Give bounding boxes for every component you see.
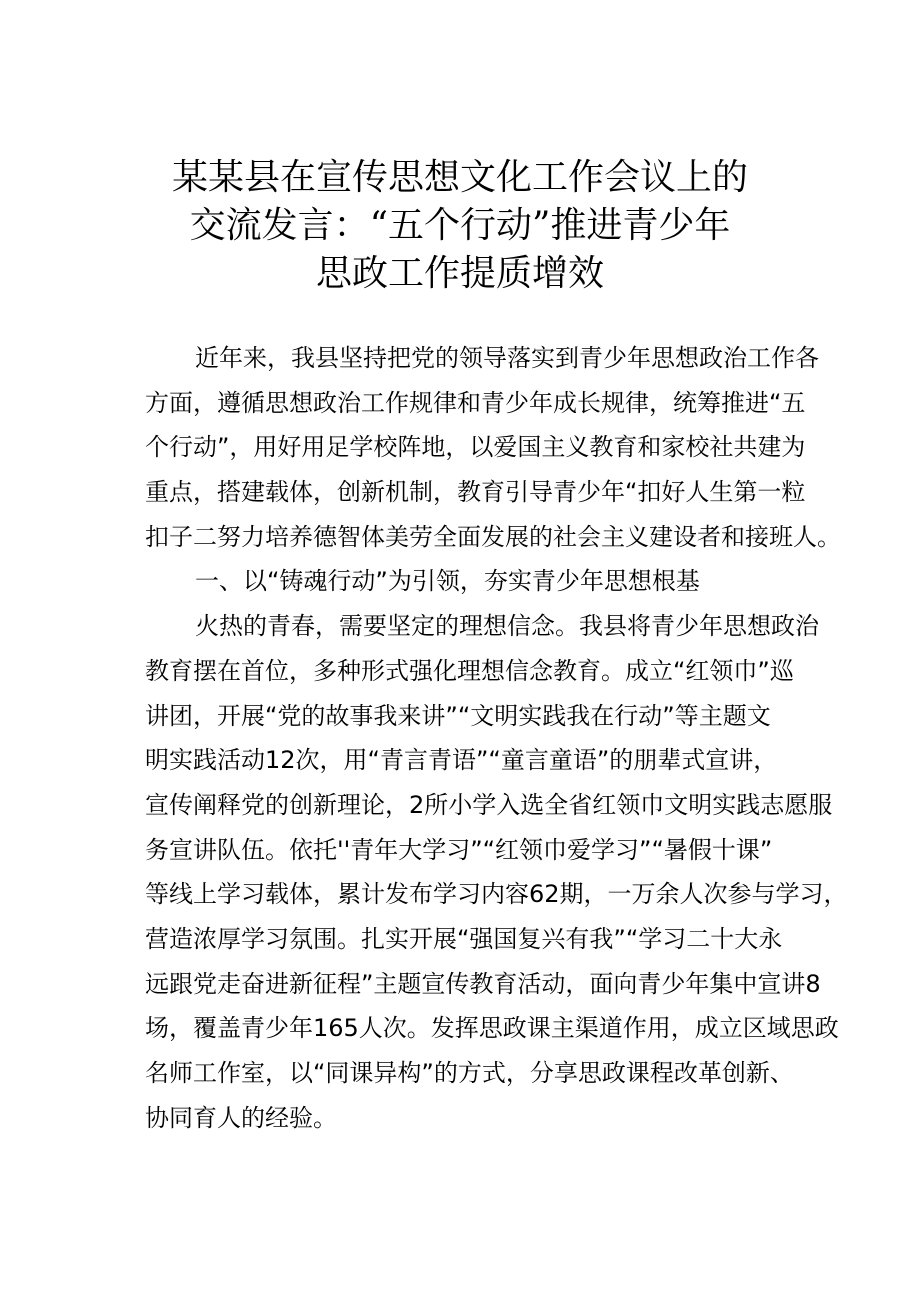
paragraph-intro-line: 重点，搭建载体，创新机制，教育引导青少年“扣好人生第一粒 (145, 478, 806, 507)
document-body (145, 336, 848, 1140)
title-line: 思政工作提质增效 (315, 253, 604, 294)
document-title (0, 154, 920, 298)
section-heading: 一、以“铸魂行动”为引领，夯实青少年思想根基 (195, 567, 700, 596)
paragraph-section-line: 务宣讲队伍。依托''青年大学习”“红领巾爱学习”“暑假十课” (145, 835, 773, 864)
paragraph-section-line: 协同育人的经验。 (145, 1103, 337, 1132)
paragraph-section-line: 教育摆在首位，多种形式强化理想信念教育。成立“红领巾”巡 (145, 656, 794, 685)
paragraph-section-line: 等线上学习载体，累计发布学习内容62期，一万余人次参与学习， (145, 880, 848, 909)
paragraph-intro-line: 方面，遵循思想政治工作规律和青少年成长规律，统筹推进“五 (145, 388, 806, 417)
paragraph-section-line: 讲团，开展“党的故事我来讲”“文明实践我在行动”等主题文 (145, 701, 771, 730)
paragraph-section-line: 营造浓厚学习氛围。扎实开展“强国复兴有我”“学习二十大永 (145, 924, 783, 953)
paragraph-section-line: 火热的青春，需要坚定的理想信念。我县将青少年思想政治 (195, 612, 819, 641)
paragraph-section-line: 远跟党走奋进新征程”主题宣传教育活动，面向青少年集中宣讲8 (145, 969, 821, 998)
paragraph-intro-line: 近年来，我县坚持把党的领导落实到青少年思想政治工作各 (195, 344, 819, 372)
paragraph-section-line: 场，覆盖青少年165人次。发挥思政课主渠道作用，成立区域思政 (145, 1014, 839, 1043)
title-line: 某某县在宣传思想文化工作会议上的 (171, 157, 748, 198)
paragraph-section-line: 名师工作室，以“同课异构”的方式，分享思政课程改革创新、 (145, 1059, 794, 1087)
paragraph-intro-line: 扣子二努力培养德智体美劳全面发展的社会主义建设者和接班人。 (145, 522, 841, 551)
paragraph-section-line: 明实践活动12次，用“青言青语”“童言童语”的朋辈式宣讲， (145, 746, 778, 775)
title-line: 交流发言：“五个行动”推进青少年 (189, 205, 731, 246)
paragraph-intro-line: 个行动”，用好用足学校阵地，以爱国主义教育和家校社共建为 (145, 433, 806, 462)
paragraph-section-line: 宣传阐释党的创新理论，2所小学入选全省红领巾文明实践志愿服 (145, 790, 833, 819)
